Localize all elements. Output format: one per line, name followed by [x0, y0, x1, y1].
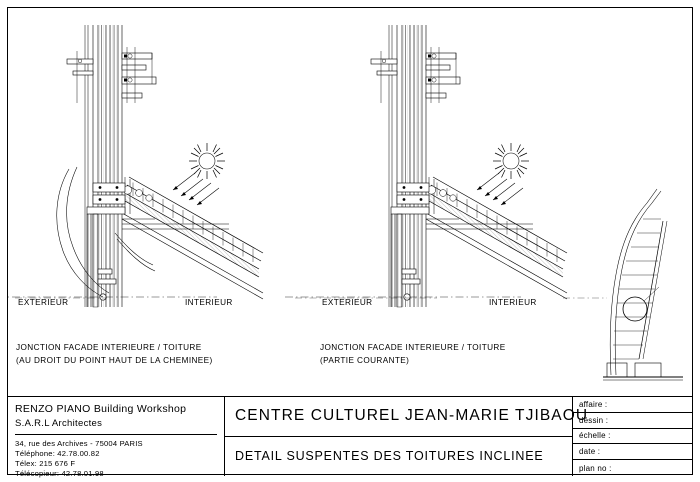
drawing-area: [7, 7, 693, 396]
field-date: date :: [573, 444, 693, 460]
detail-right-caption-line2: (PARTIE COURANTE): [320, 356, 410, 365]
field-affaire: affaire :: [573, 397, 693, 413]
title-block-fields: [573, 397, 693, 476]
firm-address-line-3: Télex: 215 676 F: [15, 459, 76, 468]
firm-address-line-4: Télécopieur: 42.78.01.98: [15, 469, 104, 478]
detail-left-drawing: [7, 25, 263, 307]
detail-right-interior-label: INTERIEUR: [489, 298, 537, 307]
firm-divider: [15, 434, 217, 435]
firm-name: RENZO PIANO Building Workshop: [15, 403, 187, 415]
firm-address-line-2: Téléphone: 42.78.00.82: [15, 449, 100, 458]
drawing-title-row: [225, 437, 572, 477]
firm-subtitle: S.A.R.L Architectes: [15, 418, 103, 429]
drawing-canvas: [7, 7, 693, 396]
detail-left-interior-label: INTERIEUR: [185, 298, 233, 307]
drawing-title: DETAIL SUSPENTES DES TOITURES INCLINEE: [235, 449, 544, 464]
title-block: [7, 396, 693, 478]
title-block-titles: [225, 397, 589, 476]
firm-address-line-1: 34, rue des Archives - 75004 PARIS: [15, 439, 143, 448]
detail-left-exterior-label: EXTERIEUR: [18, 298, 69, 307]
detail-right-exterior-label: EXTERIEUR: [322, 298, 373, 307]
detail-left-caption-line2: (AU DROIT DU POINT HAUT DE LA CHEMINEE): [16, 356, 213, 365]
detail-right-drawing: [285, 25, 567, 307]
detail-right-caption-line1: JONCTION FACADE INTERIEURE / TOITURE: [320, 343, 506, 352]
project-title: CENTRE CULTUREL JEAN-MARIE TJIBAOU: [235, 407, 589, 425]
project-title-row: [225, 397, 589, 437]
key-plan-drawing: [603, 189, 683, 380]
field-dessin: déssin :: [573, 413, 693, 429]
detail-left-caption-line1: JONCTION FACADE INTERIEURE / TOITURE: [16, 343, 202, 352]
field-plan-no: plan no :: [579, 463, 612, 473]
field-echelle: échelle :: [573, 429, 693, 445]
title-block-firm: [7, 397, 225, 476]
